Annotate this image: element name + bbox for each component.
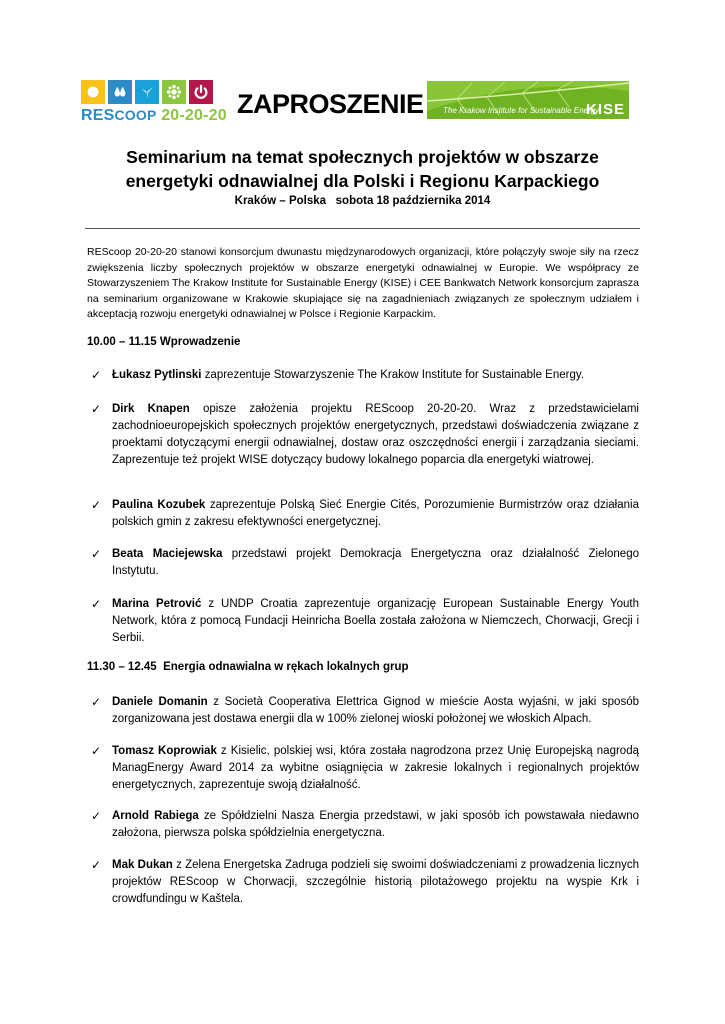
speaker-name: Dirk Knapen [112,403,190,415]
kise-mark: KISE [585,101,625,118]
checkmark-icon: ✓ [91,368,102,382]
speaker-description: z Società Cooperativa Elettrica Gignod w mieście Aosta wyjaśni, w jaki sposób zorganizowana jest dostawa energii dla w 100% zielonej wioski położonej we włoskich Alpach. [112,696,639,725]
checkmark-icon: ✓ [91,858,102,872]
checkmark-icon: ✓ [91,744,102,758]
list-item [91,694,639,728]
rescoop-wordmark: RESCOOP 20-20-20 [81,107,227,124]
speaker-description: przedstawi projekt Demokracja Energetyczna oraz działalność Zielonego Instytutu. [112,548,639,577]
speaker-name: Daniele Domanin [112,696,208,708]
list-item [91,497,639,531]
checkmark-icon: ✓ [91,498,102,512]
speaker-name: Marina Petrović [112,598,202,610]
list-item [91,857,639,908]
headline-line-2: energetyki odnawialnej dla Polski i Regionu Karpackiego [125,171,600,191]
speaker-name: Łukasz Pytlinski [112,369,202,381]
kise-tagline: The Krakow Institute for Sustainable Energy [443,106,600,115]
headline-line-1: Seminarium na temat społecznych projektów w obszarze [126,147,599,167]
checkmark-icon: ✓ [91,547,102,561]
speaker-name: Tomasz Koprowiak [112,745,217,757]
speaker-name: Mak Dukan [112,859,173,871]
list-item [91,367,639,384]
list-item [91,401,639,469]
checkmark-icon: ✓ [91,402,102,416]
list-item [91,546,639,580]
list-item [91,596,639,647]
headline-date-location: Kraków – Polska sobota 18 października 2014 [234,195,491,207]
wind-turbine-icon [135,80,159,104]
checkmark-icon: ✓ [91,597,102,611]
kise-logo [427,81,629,119]
sun-icon [81,80,105,104]
seminar-headline [0,145,725,207]
speaker-description: zaprezentuje Polską Sieć Energie Cités, Porozumienie Burmistrzów oraz działania polskich gmin z zakresu efektywności energetycznej. [112,499,639,528]
speaker-description: opisze założenia projektu REScoop 20-20-20. Wraz z przedstawicielami zachodnioeuropejskich społecznych projektów energetycznych, przedstawi doświadczenia związane z proektami dotyczącymi energii odnawialnej, dostaw oraz oszczędności energii i zarządzania sieciami. Zaprezentuje też projekt WISE dotyczący budowy lokalnego poparcia dla energetyki wiatrowej. [112,403,639,466]
divider [85,228,640,229]
speaker-name: Beata Maciejewska [112,548,223,560]
speaker-description: z Kisielic, polskiej wsi, która została nagrodzona przez Unię Europejską nagrodą ManagEnergy Award 2014 za wybitne osiągnięcia w zakresie lokalnych i regionalnych projektów energetycznych, zaprezentuje swoją działalność. [112,745,639,791]
page-title: ZAPROSZENIE [237,89,424,119]
checkmark-icon: ✓ [91,809,102,823]
speaker-description: zaprezentuje Stowarzyszenie The Krakow Institute for Sustainable Energy. [201,369,584,381]
section-heading-local-groups: 11.30 – 12.45 Energia odnawialna w rękach lokalnych grup [87,661,409,673]
flower-icon [162,80,186,104]
speaker-name: Paulina Kozubek [112,499,206,511]
speaker-description: z Zelena Energetska Zadruga podzieli się swoimi doświadczeniami z prowadzenia licznych projektów REScoop w Chorwacji, szczególnie historią pilotażowego projektu na wyspie Krk i crowdfundingu w Kaštela. [112,859,639,905]
speaker-description: ze Spółdzielni Nasza Energia przedstawi, w jaki sposób ich powstawała niedawno założona, pierwsza polska spółdzielnia energetyczna. [112,810,639,839]
intro-paragraph: REScoop 20-20-20 stanowi konsorcjum dwunastu międzynarodowych organizacji, które połączyły swoje siły na rzecz zwiększenia liczby społecznych projektów w obszarze energetyki odnawialnej w Europie. We współpracy ze Stowarzyszeniem The Krakow Institute for Sustainable Energy (KISE) i CEE Bankwatch Network konsorcjum zaprasza na seminarium organizowane w Krakowie skupiające się na zagadnieniach związanych ze społecznym udziałem i akceptacją rozwoju energetyki odnawialnej w Polsce i Regionie Karpackim. [87,246,639,320]
power-icon [189,80,213,104]
list-item [91,808,639,842]
section-heading-intro: 10.00 – 11.15 Wprowadzenie [87,336,241,348]
speaker-name: Arnold Rabiega [112,810,199,822]
checkmark-icon: ✓ [91,695,102,709]
list-item [91,743,639,794]
speaker-description: z UNDP Croatia zaprezentuje organizację European Sustainable Energy Youth Network, która z pomocą Fundacji Heinricha Boella została założona w Niemczech, Chorwacji, Grecji i Serbii. [112,598,639,644]
rescoop-logo [81,80,227,126]
drops-icon [108,80,132,104]
